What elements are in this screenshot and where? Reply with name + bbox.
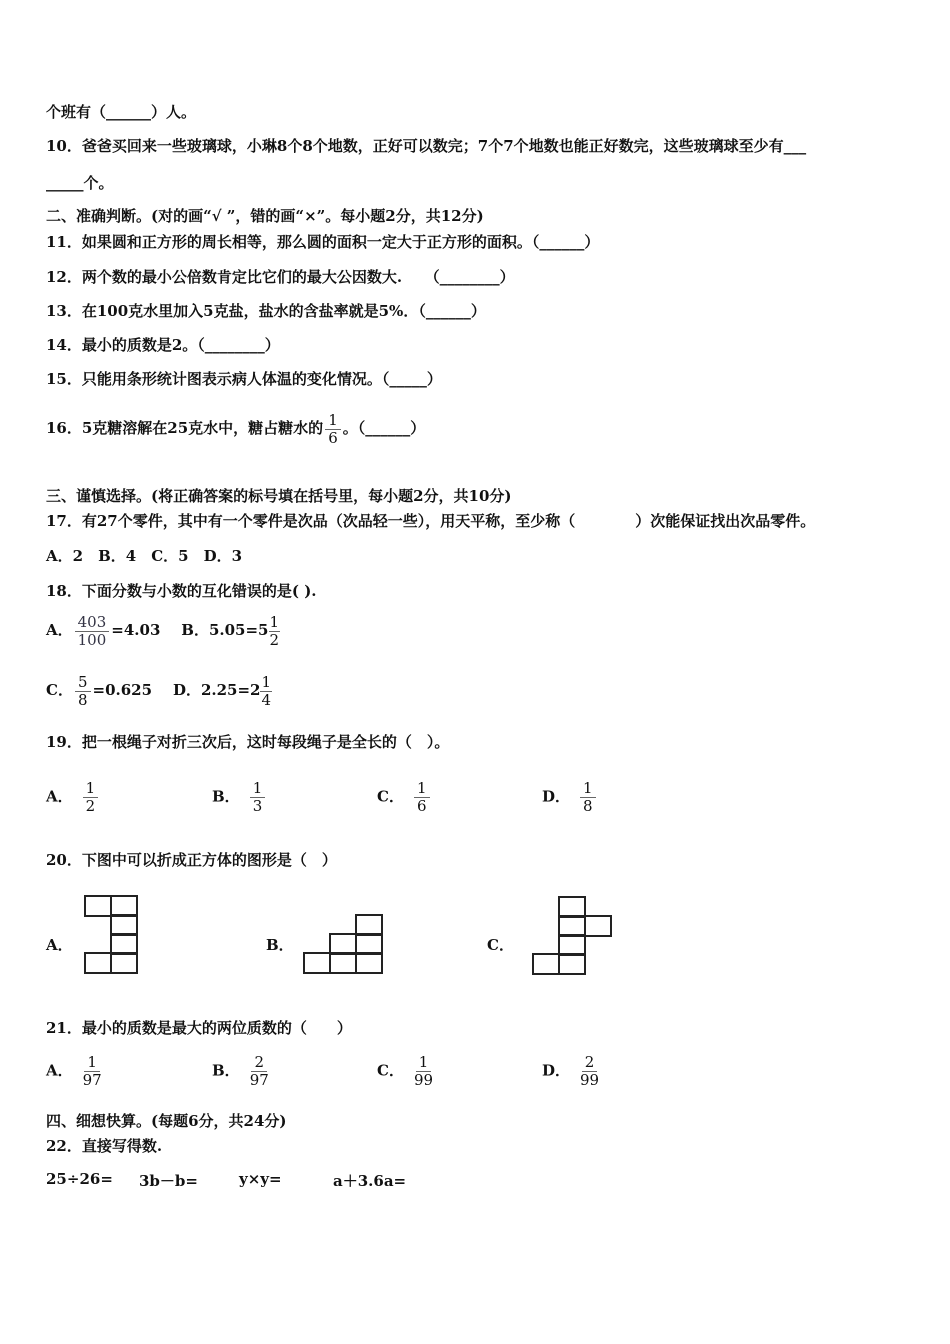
numerator: 2 (582, 1054, 598, 1072)
denominator: 100 (77, 630, 107, 649)
question-22: 22．直接写得数. (46, 1137, 163, 1155)
question-15: 15．只能用条形统计图表示病人体温的变化情况。（_____） (46, 370, 442, 388)
question-10: 10．爸爸买回来一些玻璃球，小琳8个8个地数，正好可以数完；7个7个地数也能正好数完，这些玻璃球至少有___ (46, 137, 807, 155)
option-d (542, 780, 598, 815)
denominator: 4 (261, 690, 272, 709)
section-4-heading: 四、细想快算。(每题6分，共24分) (46, 1112, 287, 1130)
net-square (84, 952, 112, 974)
question-10-continuation: _____个。 (46, 174, 114, 192)
net-square (329, 952, 357, 974)
fraction (325, 412, 341, 447)
net-square (558, 953, 586, 975)
denominator: 97 (82, 1071, 102, 1089)
fraction (250, 1054, 269, 1089)
fraction (269, 614, 281, 649)
denominator: 2 (85, 797, 96, 815)
q18-options-ab (46, 610, 280, 650)
denominator: 99 (580, 1071, 600, 1089)
option-c (377, 1054, 435, 1089)
numerator: 403 (75, 614, 110, 632)
denominator: 8 (77, 690, 88, 709)
q16-blank: 。（______） (342, 419, 426, 437)
option-c-text: =0.625 (92, 681, 153, 699)
question-18: 18．下面分数与小数的互化错误的是( ). (46, 582, 317, 600)
numerator: 1 (414, 780, 430, 798)
fraction (414, 1054, 433, 1089)
question-13: 13．在100克水里加入5克盐，盐水的含盐率就是5%．（______） (46, 302, 486, 320)
net-square (110, 952, 138, 974)
option-label: C． (377, 787, 404, 806)
q20-option-a-label: A． (46, 936, 73, 954)
fraction (580, 1054, 599, 1089)
option-b (212, 780, 267, 815)
fraction (83, 1054, 102, 1089)
fraction (260, 674, 272, 709)
option-label: B． (212, 1061, 240, 1080)
section-2-heading: 二、准确判断。(对的画“√ ”，错的画“×”。每小题2分，共12分) (46, 207, 484, 225)
calc-item-1: 25÷26= (46, 1170, 113, 1188)
option-d-text: D．2.25=2 (172, 681, 261, 699)
net-square (84, 895, 112, 917)
question-17-options: A．2 B．4 C．5 D．3 (46, 547, 243, 565)
net-square (532, 953, 560, 975)
fraction (75, 614, 110, 649)
numerator: 1 (416, 1054, 432, 1072)
question-19: 19．把一根绳子对折三次后，这时每段绳子是全长的（ ）。 (46, 733, 450, 751)
option-b (212, 1054, 271, 1089)
option-label: A． (46, 1061, 73, 1080)
denominator: 6 (328, 428, 338, 447)
option-a (46, 780, 100, 815)
section-3-heading: 三、谨慎选择。(将正确答案的标号填在括号里，每小题2分，共10分) (46, 487, 512, 505)
q16-text: 16．5克糖溶解在25克水中，糖占糖水的 (46, 419, 324, 437)
question-14: 14．最小的质数是2。（________） (46, 336, 280, 354)
q20-option-b-label: B． (266, 936, 294, 954)
numerator: 1 (84, 1054, 100, 1072)
calc-item-3: y×y= (239, 1170, 282, 1188)
denominator: 97 (249, 1071, 269, 1089)
option-d (542, 1054, 601, 1089)
net-square (355, 952, 383, 974)
numerator: 1 (269, 612, 280, 631)
fraction (83, 780, 99, 815)
calc-item-2: 3b－b= (139, 1172, 198, 1190)
q9-continuation: 个班有（______）人。 (46, 103, 197, 121)
fraction (75, 674, 91, 709)
numerator: 1 (325, 412, 341, 430)
fraction (250, 780, 266, 815)
question-21: 21．最小的质数是最大的两位质数的（ ） (46, 1019, 352, 1037)
option-a-text: =4.03 (111, 621, 161, 639)
option-a-label: A． (46, 621, 73, 639)
numerator: 1 (83, 780, 99, 798)
fraction (414, 780, 430, 815)
option-label: D． (542, 787, 571, 806)
calc-item-4: a＋3.6a= (333, 1172, 407, 1190)
question-11: 11．如果圆和正方形的周长相等，那么圆的面积一定大于正方形的面积。（______） (46, 233, 600, 251)
numerator: 1 (580, 780, 596, 798)
numerator: 1 (261, 672, 272, 691)
option-label: B． (212, 787, 240, 806)
net-square (584, 915, 612, 937)
option-c (377, 780, 432, 815)
option-label: C． (377, 1061, 404, 1080)
fraction (580, 780, 596, 815)
option-a (46, 1054, 104, 1089)
question-12: 12．两个数的最小公倍数肯定比它们的最大公因数大. （________） (46, 268, 515, 286)
denominator: 3 (252, 797, 263, 815)
numerator: 1 (250, 780, 266, 798)
numerator: 2 (251, 1054, 267, 1072)
option-label: A． (46, 787, 73, 806)
question-16 (46, 410, 425, 447)
question-20: 20．下图中可以折成正方体的图形是（ ） (46, 851, 337, 869)
denominator: 6 (416, 797, 427, 815)
denominator: 8 (583, 797, 593, 815)
question-17: 17．有27个零件，其中有一个零件是次品（次品轻一些），用天平称，至少称（ ）次能保证找出次品零件。 (46, 512, 816, 530)
denominator: 99 (413, 1071, 434, 1089)
q18-options-cd (46, 670, 272, 710)
option-b-text: B．5.05=5 (181, 621, 269, 639)
q20-option-c-label: C． (487, 936, 514, 954)
net-square (303, 952, 331, 974)
numerator: 5 (75, 674, 91, 692)
option-label: D． (542, 1061, 571, 1080)
denominator: 2 (269, 630, 280, 649)
option-c-label: C． (46, 681, 73, 699)
